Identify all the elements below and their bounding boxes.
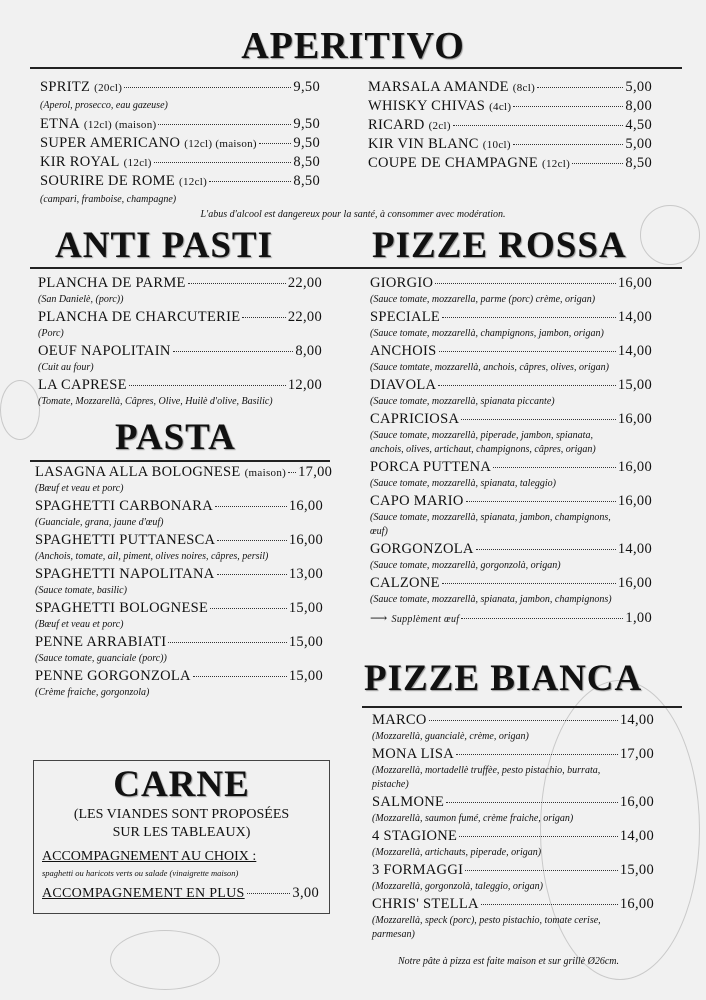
dot-leader	[154, 162, 292, 163]
menu-item-line	[35, 667, 323, 686]
dot-leader	[481, 904, 618, 905]
dot-leader	[124, 87, 291, 88]
item-description: (Crème fraiche, gorgonzola)	[35, 687, 150, 698]
item-name: SUPER AMERICANO	[40, 135, 181, 151]
menu-item-line	[368, 116, 652, 135]
item-price: 9,50	[293, 79, 320, 95]
item-description: (Sauce tomate, mozzarellà, spianata, taleggio)	[370, 478, 556, 489]
item-volume: (20cl)	[94, 82, 123, 94]
menu-item	[370, 342, 652, 376]
supplement-label: Supplèment œuf	[391, 614, 460, 625]
dot-leader	[288, 472, 296, 473]
item-price: 14,00	[619, 712, 654, 728]
aperitivo-left-list	[40, 78, 320, 209]
item-volume: (maison)	[244, 467, 287, 479]
menu-item-line	[35, 633, 323, 652]
dot-leader	[513, 106, 623, 107]
section-title-antipasti: ANTI PASTI	[55, 225, 273, 266]
dot-leader	[442, 317, 616, 318]
dot-leader	[215, 506, 287, 507]
dot-leader	[466, 501, 616, 502]
item-name: KIR ROYAL	[40, 154, 120, 170]
menu-item-line	[372, 793, 654, 812]
menu-item-line	[35, 531, 323, 550]
pasta-list	[35, 463, 333, 701]
item-description: (Sauce tomate, mozzarellà, spianata piccante)	[370, 396, 555, 407]
menu-item-line	[370, 308, 652, 327]
menu-item-line	[368, 135, 652, 154]
item-price: 14,00	[617, 309, 652, 325]
menu-item-line	[372, 711, 654, 730]
menu-item	[35, 565, 323, 599]
pizze-rossa-list	[370, 274, 652, 608]
item-name: SPAGHETTI BOLOGNESE	[35, 600, 209, 616]
section-title-aperitivo: APERITIVO	[241, 25, 465, 67]
item-name: ETNA	[40, 116, 80, 132]
menu-item-line	[372, 895, 654, 914]
menu-item-line	[40, 78, 320, 97]
divider	[362, 706, 682, 708]
item-price: 9,50	[293, 116, 320, 132]
dot-leader	[168, 642, 286, 643]
item-price: 13,00	[288, 566, 323, 582]
item-price: 16,00	[617, 575, 652, 591]
aperitivo-right-list	[368, 78, 652, 173]
dot-leader	[209, 181, 291, 182]
menu-item	[38, 342, 322, 376]
menu-item-line	[370, 492, 652, 511]
item-price: 4,50	[625, 117, 652, 133]
item-price: 16,00	[617, 411, 652, 427]
item-description: (Sauce tomate, mozzarellà, gorgonzolà, origan)	[370, 560, 561, 571]
dot-leader	[459, 836, 618, 837]
item-name: SOURIRE DE ROME	[40, 173, 176, 189]
menu-item	[38, 308, 322, 342]
dot-leader	[537, 87, 623, 88]
item-name: GIORGIO	[370, 275, 434, 291]
item-price: 14,00	[617, 541, 652, 557]
item-name: ANCHOIS	[370, 343, 437, 359]
menu-item	[368, 135, 652, 154]
menu-item	[372, 793, 654, 827]
item-price: 14,00	[619, 828, 654, 844]
section-title-pizze-rossa: PIZZE ROSSA	[372, 225, 627, 266]
item-description: (campari, framboise, champagne)	[40, 194, 177, 205]
item-name: 3 FORMAGGI	[372, 862, 464, 878]
dot-leader	[217, 574, 287, 575]
menu-item-line	[368, 78, 652, 97]
dot-leader	[439, 351, 616, 352]
menu-item-line	[38, 376, 322, 395]
menu-item-line	[370, 540, 652, 559]
menu-item-line	[38, 274, 322, 293]
item-price: 5,00	[625, 136, 652, 152]
item-name: SPECIALE	[370, 309, 441, 325]
menu-item	[35, 667, 323, 701]
divider	[30, 267, 682, 269]
item-description: (Sauce tomate, basilic)	[35, 585, 127, 596]
item-name: PENNE GORGONZOLA	[35, 668, 191, 684]
dot-leader	[217, 540, 287, 541]
menu-item	[368, 78, 652, 97]
item-name: 4 STAGIONE	[372, 828, 458, 844]
menu-item	[370, 410, 652, 458]
item-name: DIAVOLA	[370, 377, 437, 393]
dot-leader	[446, 802, 618, 803]
antipasti-list	[38, 274, 322, 410]
item-description: (Sauce tomate, mozzarellà, champignons, jambon, origan)	[370, 328, 604, 339]
dot-leader	[210, 608, 287, 609]
item-name: SPAGHETTI NAPOLITANA	[35, 566, 215, 582]
item-price: 8,00	[295, 343, 322, 359]
item-volume: (4cl)	[489, 101, 512, 113]
menu-item-line	[370, 376, 652, 395]
menu-item	[370, 376, 652, 410]
item-name: PLANCHA DE PARME	[38, 275, 186, 291]
menu-item-line	[370, 458, 652, 477]
dot-leader	[129, 385, 286, 386]
item-name: OEUF NAPOLITAIN	[38, 343, 171, 359]
menu-item-line	[370, 410, 652, 429]
item-description: (Mozzarellà, artichauts, piperade, origan)	[372, 847, 542, 858]
item-name: SPAGHETTI CARBONARA	[35, 498, 213, 514]
item-name: CAPO MARIO	[370, 493, 464, 509]
item-price: 5,00	[625, 79, 652, 95]
menu-item	[368, 116, 652, 135]
menu-item	[370, 308, 652, 342]
menu-item	[40, 78, 320, 115]
menu-item-line	[370, 574, 652, 593]
menu-item-line	[370, 274, 652, 293]
leaf-sketch-icon	[110, 930, 220, 990]
item-price: 16,00	[619, 896, 654, 912]
dot-leader	[193, 676, 287, 677]
item-price: 8,50	[293, 154, 320, 170]
menu-item-line	[372, 745, 654, 764]
item-description: (Aperol, prosecco, eau gazeuse)	[40, 100, 168, 111]
menu-item-line	[370, 342, 652, 361]
item-volume: (12cl)	[179, 176, 208, 188]
item-name: WHISKY CHIVAS	[368, 98, 486, 114]
item-volume: (12cl) (maison)	[184, 138, 257, 150]
item-volume: (2cl)	[428, 120, 451, 132]
accompaniment-choice-label: ACCOMPAGNEMENT AU CHOIX :	[42, 849, 257, 864]
item-price: 17,00	[298, 464, 333, 480]
supplement-row	[370, 609, 652, 628]
item-price: 9,50	[293, 135, 320, 151]
item-price: 16,00	[288, 498, 323, 514]
item-name: PORCA PUTTENA	[370, 459, 492, 475]
item-description: (Mozzarellà, saumon fumé, crème fraiche, origan)	[372, 813, 574, 824]
item-price: 16,00	[288, 532, 323, 548]
item-price: 15,00	[617, 377, 652, 393]
item-price: 22,00	[287, 309, 322, 325]
dot-leader	[493, 467, 616, 468]
menu-item-line	[35, 565, 323, 584]
carne-subtitle: (LES VIANDES SONT PROPOSÉES	[73, 807, 290, 822]
accompaniment-choice-desc: spaghetti ou haricots verts ou salade (vinaigrette maison)	[42, 868, 239, 878]
item-description: (Bœuf et veau et porc)	[35, 619, 124, 630]
menu-item	[40, 115, 320, 134]
dot-leader	[461, 419, 616, 420]
item-name: RICARD	[368, 117, 425, 133]
plate-sketch-icon	[0, 380, 40, 440]
menu-item-line	[35, 463, 333, 482]
item-name: SPRITZ	[40, 79, 91, 95]
item-volume: (12cl)	[123, 157, 152, 169]
menu-item	[40, 153, 320, 172]
section-title-pasta: PASTA	[115, 417, 236, 458]
item-price: 8,50	[625, 155, 652, 171]
menu-item	[35, 599, 323, 633]
item-price: 8,50	[293, 173, 320, 189]
item-description: (Mozzarellà, mortadellè truffèe, pesto pistachio, burrata, pistache)	[372, 765, 601, 790]
item-price: 16,00	[617, 493, 652, 509]
item-price: 15,00	[288, 668, 323, 684]
dot-leader	[158, 124, 291, 125]
divider	[30, 460, 330, 462]
item-price: 15,00	[619, 862, 654, 878]
item-description: (Guanciale, grana, jaune d'œuf)	[35, 517, 164, 528]
item-name: SPAGHETTI PUTTANESCA	[35, 532, 216, 548]
menu-item	[40, 172, 320, 209]
item-price: 22,00	[287, 275, 322, 291]
item-price: 8,00	[625, 98, 652, 114]
item-volume: (8cl)	[512, 82, 536, 94]
dot-leader	[456, 754, 618, 755]
item-volume: (10cl)	[482, 139, 511, 151]
dot-leader	[438, 385, 616, 386]
item-price: 16,00	[617, 459, 652, 475]
menu-item	[370, 574, 652, 608]
dot-leader	[242, 317, 286, 318]
item-price: 14,00	[617, 343, 652, 359]
menu-item-line	[35, 497, 323, 516]
item-price: 12,00	[287, 377, 322, 393]
item-name: MONA LISA	[372, 746, 455, 762]
item-description: (Sauce tomate, mozzarellà, spianata, jambon, champignons)	[370, 594, 612, 605]
menu-item	[38, 376, 322, 410]
menu-item-line	[368, 154, 652, 173]
menu-item	[368, 97, 652, 116]
item-name: LA CAPRESE	[38, 377, 127, 393]
menu-item	[40, 134, 320, 153]
item-description: (Tomate, Mozzarellà, Câpres, Olive, Huilè d'olive, Basilic)	[38, 396, 273, 407]
item-description: (Mozzarellà, guancialè, crème, origan)	[372, 731, 529, 742]
item-description: (Sauce tomate, mozzarellà, spianata, jambon, champignons, œuf)	[370, 512, 611, 537]
menu-item	[372, 827, 654, 861]
menu-item	[370, 492, 652, 540]
menu-item	[372, 711, 654, 745]
item-price: 17,00	[619, 746, 654, 762]
menu-item	[35, 463, 333, 497]
menu-item-line	[40, 153, 320, 172]
dot-leader	[429, 720, 618, 721]
dot-leader	[572, 163, 623, 164]
item-name: PLANCHA DE CHARCUTERIE	[38, 309, 241, 325]
menu-item-line	[35, 599, 323, 618]
menu-item-line	[38, 308, 322, 327]
item-name: LASAGNA ALLA BOLOGNESE	[35, 464, 241, 480]
item-name: MARCO	[372, 712, 427, 728]
item-description: (Anchois, tomate, ail, piment, olives noires, câpres, persil)	[35, 551, 269, 562]
item-name: GORGONZOLA	[370, 541, 474, 557]
menu-item	[372, 861, 654, 895]
item-price: 15,00	[288, 600, 323, 616]
dot-leader	[188, 283, 286, 284]
item-description: (Bœuf et veau et porc)	[35, 483, 124, 494]
section-title-carne: CARNE	[113, 764, 250, 805]
item-description: (Sauce tomate, mozzarellà, piperade, jambon, spianata, anchois, olives, artichaut, champignons, câpres, origan)	[370, 430, 596, 455]
menu-item	[38, 274, 322, 308]
menu-item	[372, 745, 654, 793]
menu-item	[372, 895, 654, 943]
dot-leader	[259, 143, 292, 144]
item-name: SALMONE	[372, 794, 445, 810]
menu-item-line	[40, 115, 320, 134]
item-description: (Porc)	[38, 328, 64, 339]
menu-item	[370, 458, 652, 492]
dot-leader	[513, 144, 624, 145]
menu-item	[35, 497, 323, 531]
item-description: (Sauce tomtate, mozzarellà, anchois, câpres, olives, origan)	[370, 362, 609, 373]
dot-leader	[476, 549, 616, 550]
item-description: (Mozzarellà, speck (porc), pesto pistachio, tomate cerise, parmesan)	[372, 915, 601, 940]
item-description: (Mozzarellà, gorgonzolà, taleggio, origan)	[372, 881, 543, 892]
item-name: CHRIS' STELLA	[372, 896, 479, 912]
menu-item	[35, 633, 323, 667]
item-description: (Sauce tomate, guanciale (porc))	[35, 653, 167, 664]
menu-item-line	[38, 342, 322, 361]
dot-leader	[435, 283, 616, 284]
dot-leader	[453, 125, 624, 126]
menu-item	[370, 540, 652, 574]
pizza-footnote: Notre pâte à pizza est faite maison et sur grillè Ø26cm.	[398, 956, 620, 967]
item-price: 16,00	[619, 794, 654, 810]
accompaniment-extra-label: ACCOMPAGNEMENT EN PLUS	[42, 886, 245, 901]
item-name: PENNE ARRABIATI	[35, 634, 167, 650]
carne-subtitle: SUR LES TABLEAUX)	[112, 825, 251, 840]
menu-item-line	[40, 134, 320, 153]
menu-item	[35, 531, 323, 565]
menu-item-line	[372, 827, 654, 846]
item-description: (Sauce tomate, mozzarella, parme (porc) crème, origan)	[370, 294, 596, 305]
pizze-bianca-list	[372, 711, 654, 943]
arrow-icon: ⟶	[370, 611, 388, 625]
section-title-pizze-bianca: PIZZE BIANCA	[364, 658, 643, 699]
alcohol-warning: L'abus d'alcool est dangereux pour la santé, à consommer avec modération.	[200, 209, 506, 220]
supplement-price: 1,00	[625, 610, 652, 626]
item-description: (Cuit au four)	[38, 362, 94, 373]
item-name: CALZONE	[370, 575, 440, 591]
menu-item-line	[372, 861, 654, 880]
item-volume: (12cl)	[542, 158, 571, 170]
item-name: COUPE DE CHAMPAGNE	[368, 155, 539, 171]
accompaniment-extra-price: 3,00	[292, 885, 319, 901]
item-volume: (12cl) (maison)	[83, 119, 157, 131]
divider	[30, 67, 682, 69]
carne-box	[33, 760, 330, 914]
menu-item-line	[368, 97, 652, 116]
item-description: (San Danielè, (porc))	[38, 294, 124, 305]
item-name: KIR VIN BLANC	[368, 136, 479, 152]
item-name: MARSALA AMANDE	[368, 79, 509, 95]
item-price: 16,00	[617, 275, 652, 291]
dot-leader	[465, 870, 618, 871]
menu-item-line	[40, 172, 320, 191]
dot-leader	[442, 583, 616, 584]
dot-leader	[173, 351, 294, 352]
menu-item	[370, 274, 652, 308]
item-name: CAPRICIOSA	[370, 411, 460, 427]
item-price: 15,00	[288, 634, 323, 650]
menu-item	[368, 154, 652, 173]
